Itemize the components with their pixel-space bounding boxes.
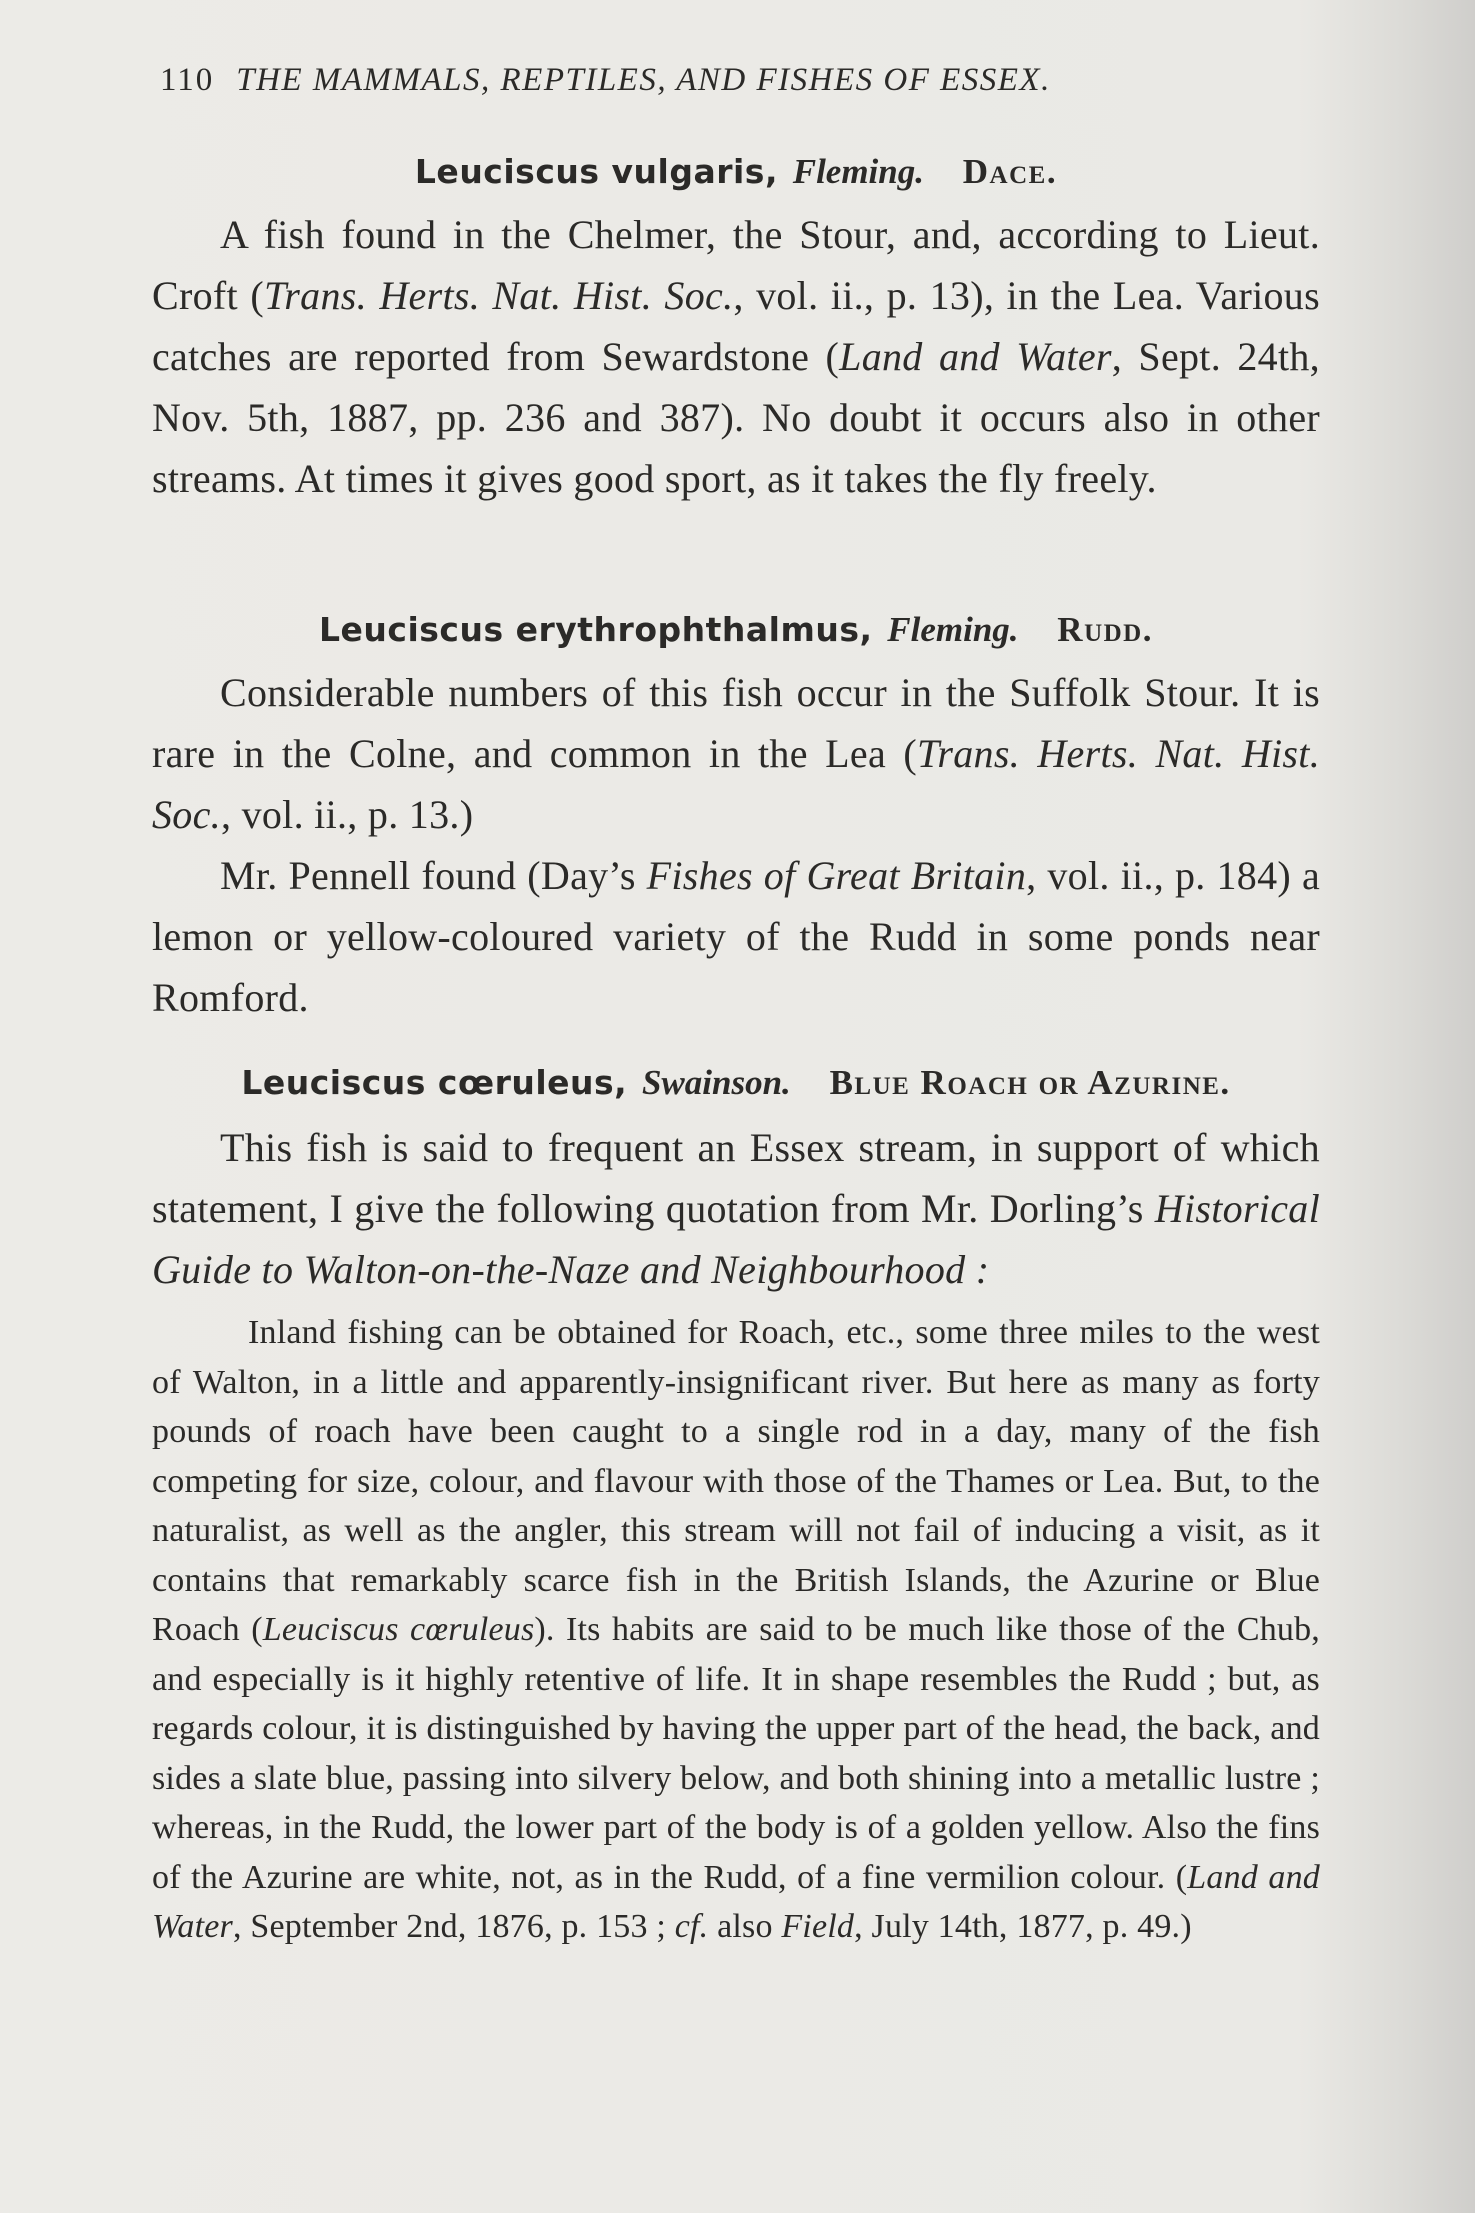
text-run: also: [708, 1908, 782, 1945]
text-run: ). Its habits are said to be much like those of the Chub, and especially is it highly retentive of life. It in shape resembles the Rudd ; but, as regards colour, it is distinguished by having the upper part of the head, the back, and sides a slate blue, passing into silvery below, and both shining into a metallic lustre ; whereas, in the Rudd, the lower part of the body is of a golden yellow. Also the fins of the Azurine are white, not, as in the Rudd, of a fine vermilion colour. (: [152, 1611, 1321, 1896]
text-run: , September 2nd, 1876, p. 153 ;: [232, 1908, 675, 1945]
paragraph: [152, 204, 1320, 509]
text-run: This fish is said to frequent an Essex stream, in support of which statement, I give the following quotation from Mr. Dorling’s: [152, 1125, 1320, 1231]
text-run: Considerable numbers of this fish occur in the Suffolk Stour. It is rare in the Colne, and common in the Lea (: [152, 670, 1320, 776]
species-heading: [152, 610, 1320, 650]
citation-title: Field: [781, 1908, 855, 1945]
running-title: THE MAMMALS, REPTILES, AND FISHES OF ESSEX.: [236, 62, 1051, 98]
text-run: , vol. ii., p. 184) a lemon or yellow-coloured variety of the Rudd in some ponds near Romford.: [152, 853, 1321, 1020]
citation-title: Trans. Herts. Nat. Hist. Soc.: [152, 731, 1320, 837]
species-common-name: Rudd.: [1057, 610, 1153, 649]
species-latin-name: Leuciscus erythrophthalmus,: [319, 610, 873, 649]
text-run: Inland fishing can be obtained for Roach, etc., some three miles to the west of Walton, in a little and apparently-insignificant river. But here as many as forty pounds of roach have been caught to a single rod in a day, many of the fish competing for size, colour, and flavour with those of the Thames or Lea. But, to the naturalist, as well as the angler, this stream will not fail of inducing a visit, as it contains that remarkably scarce fish in the British Islands, the Azurine or Blue Roach (: [152, 1314, 1320, 1648]
species-latin-name: Leuciscus cœruleus,: [241, 1063, 628, 1102]
section-rudd: [152, 610, 1320, 1028]
section-dace: [152, 152, 1320, 509]
block-quote: [152, 1308, 1320, 1952]
citation-title: Land and Water: [152, 1858, 1320, 1945]
citation-abbrev: cf.: [674, 1908, 709, 1945]
citation-title: Trans. Herts. Nat. Hist. Soc.: [263, 273, 734, 318]
species-authority: Fleming.: [887, 610, 1019, 649]
page-number: 110: [160, 62, 215, 98]
text-run: , vol. ii., p. 13), in the Lea. Various catches are reported from Sewardstone (: [152, 273, 1320, 379]
species-heading: [152, 1063, 1320, 1103]
section-blue-roach: [152, 1063, 1320, 1952]
text-run: A fish found in the Chelmer, the Stour, and, according to Lieut. Croft (: [152, 212, 1320, 318]
text-run: , Sept. 24th, Nov. 5th, 1887, pp. 236 and 387). No doubt it occurs also in other streams. At times it gives good sport, as it takes the fly freely.: [152, 334, 1320, 501]
paragraph: [152, 845, 1320, 1028]
paragraph: [152, 662, 1320, 845]
text-run: , vol. ii., p. 13.): [220, 792, 474, 837]
species-latin-name: Leuciscus vulgaris,: [414, 152, 778, 191]
text-run: , July 14th, 1877, p. 49.): [854, 1908, 1192, 1945]
citation-title: Fishes of Great Britain: [646, 853, 1027, 898]
citation-title: Historical Guide to Walton-on-the-Naze and Neighbourhood :: [152, 1186, 1320, 1292]
running-head: [160, 62, 1250, 99]
species-name-italic: Leuciscus cœruleus: [262, 1611, 535, 1648]
paragraph: [152, 1117, 1320, 1300]
species-authority: Swainson.: [641, 1063, 791, 1102]
text-run: Mr. Pennell found (Day’s: [220, 853, 647, 898]
species-heading: [152, 152, 1320, 192]
citation-title: Land and Water: [839, 334, 1112, 379]
species-authority: Fleming.: [792, 152, 925, 191]
species-common-name: Blue Roach or Azurine.: [829, 1063, 1231, 1102]
species-common-name: Dace.: [962, 152, 1058, 191]
